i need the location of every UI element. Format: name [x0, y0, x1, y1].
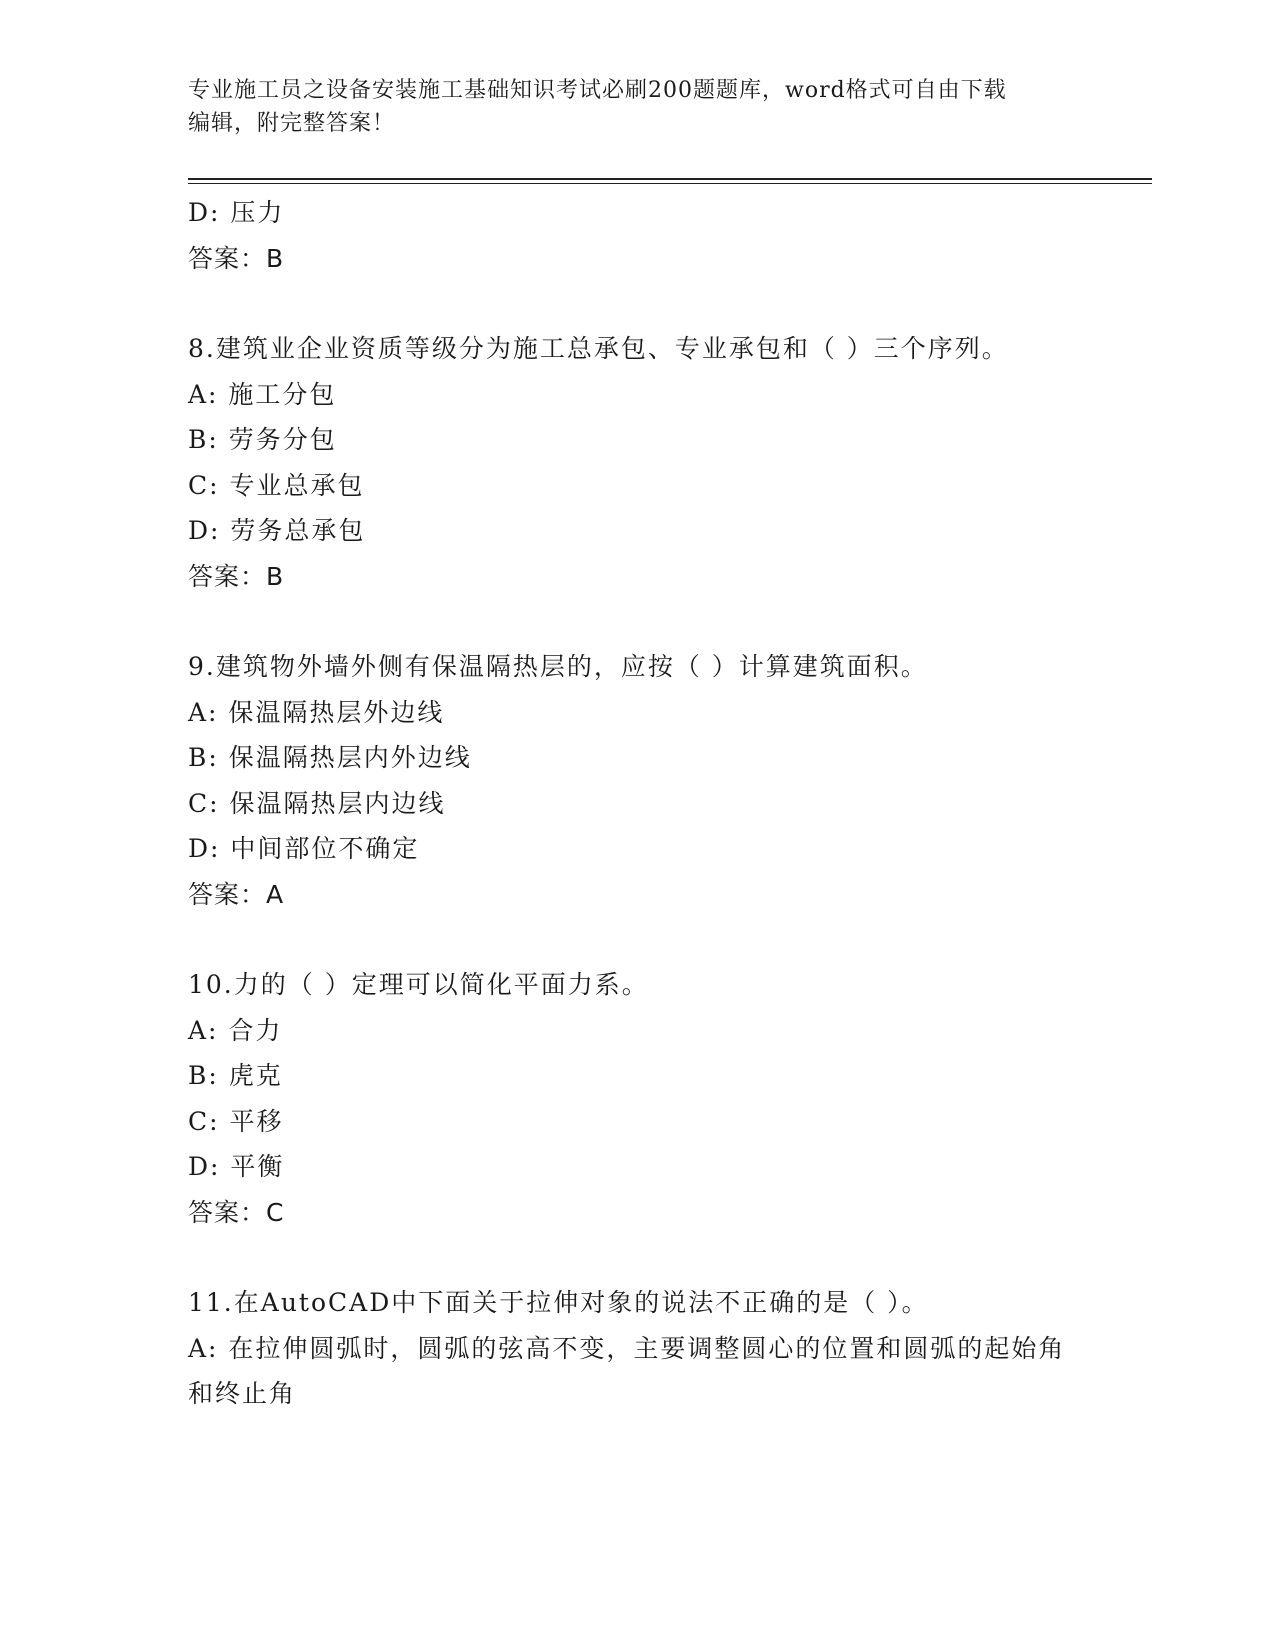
header-divider-thin: [188, 183, 1152, 184]
option-d: D: 中间部位不确定: [188, 834, 420, 863]
option-c: C: 专业总承包: [188, 470, 365, 500]
question-stem: 11.在AutoCAD中下面关于拉伸对象的说法不正确的是（ ）。: [188, 1288, 929, 1317]
question-9: [188, 644, 1088, 917]
option-b: B: 虎克: [188, 1061, 283, 1090]
option-c: C: 平移: [188, 1106, 284, 1136]
header-title-line-1: 专业施工员之设备安装施工基础知识考试必刷200题题库，word格式可自由下载: [188, 78, 1007, 103]
document-header: [188, 74, 1068, 140]
answer-line: 答案：A: [188, 879, 285, 909]
header-divider-thick: [188, 178, 1152, 180]
option-b: B: 劳务分包: [188, 425, 337, 454]
answer-line: 答案：B: [188, 243, 285, 273]
option-b: B: 保温隔热层内外边线: [188, 743, 472, 772]
option-a: A: 合力: [188, 1015, 283, 1045]
answer-line: 答案：C: [188, 1197, 285, 1227]
option-d: D: 压力: [188, 198, 285, 227]
option-c: C: 保温隔热层内边线: [188, 788, 446, 818]
question-stem: 9.建筑物外墙外侧有保温隔热层的，应按（ ）计算建筑面积。: [188, 652, 928, 681]
question-stem: 10.力的（ ）定理可以简化平面力系。: [188, 970, 649, 999]
option-a: A: 施工分包: [188, 379, 337, 409]
option-d: D: 劳务总承包: [188, 516, 366, 545]
previous-question-tail: [188, 190, 1088, 281]
answer-line: 答案：B: [188, 561, 285, 591]
question-11: [188, 1280, 1088, 1417]
question-10: [188, 962, 1088, 1235]
question-stem: 8.建筑业企业资质等级分为施工总承包、专业承包和（ ）三个序列。: [188, 334, 1009, 363]
option-a: A: 在拉伸圆弧时，圆弧的弦高不变，主要调整圆心的位置和圆弧的起始角和终止角: [188, 1333, 1066, 1408]
document-body: [188, 190, 1088, 1417]
option-d: D: 平衡: [188, 1152, 285, 1181]
header-title-line-2: 编辑，附完整答案！: [188, 111, 396, 136]
question-8: [188, 326, 1088, 599]
option-a: A: 保温隔热层外边线: [188, 697, 445, 727]
